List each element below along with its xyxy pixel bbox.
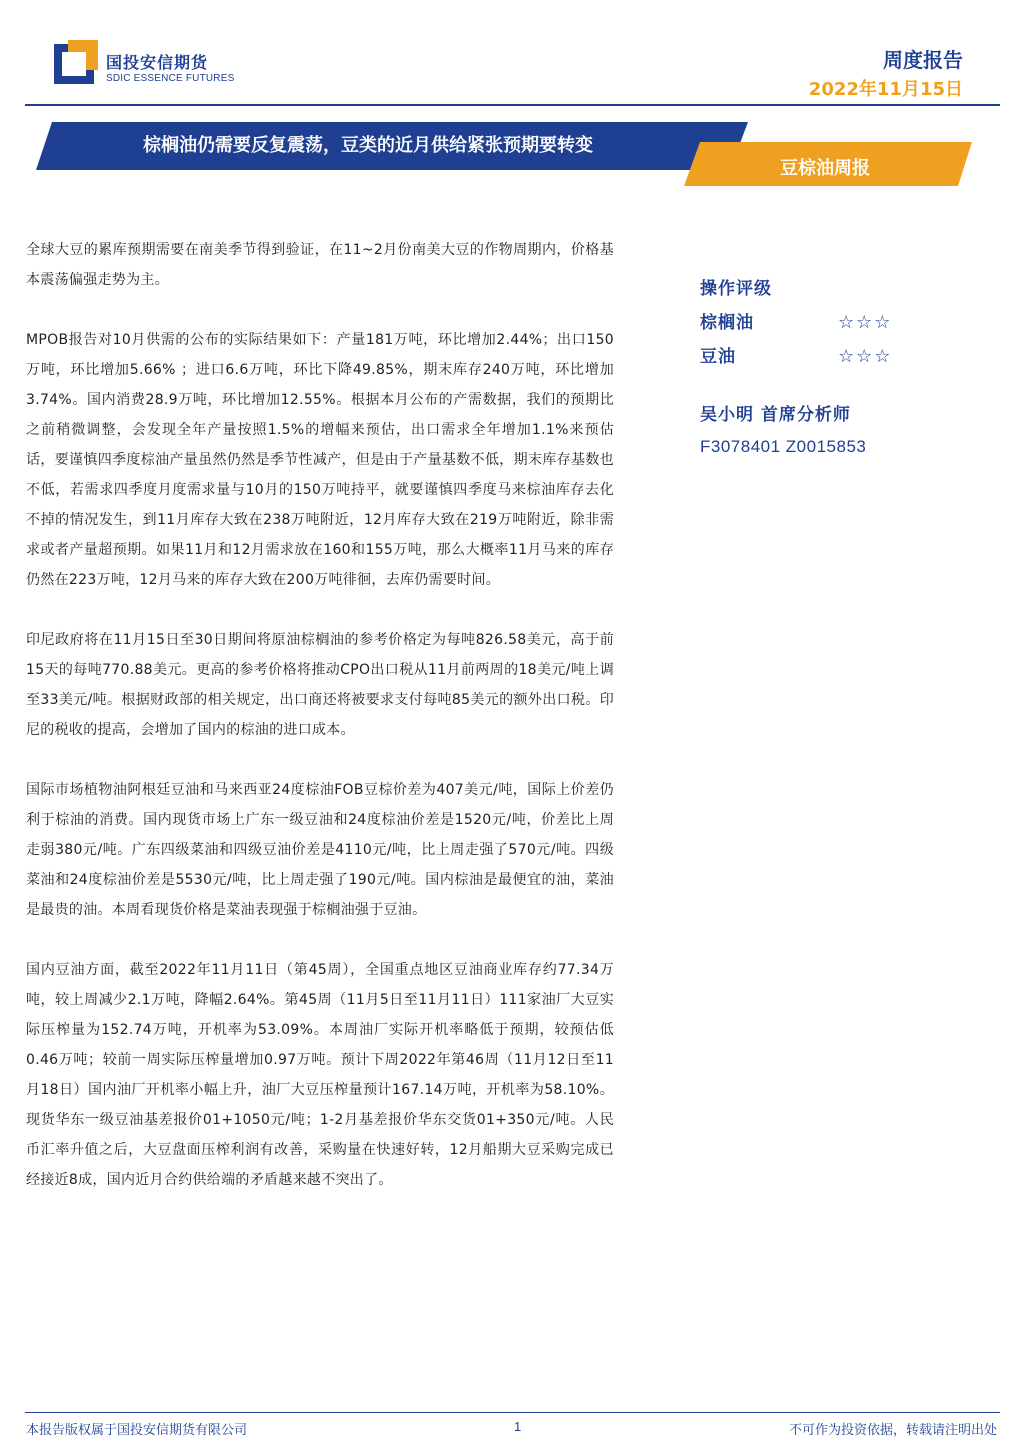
report-date: 2022年11月15日 [808,79,963,100]
company-name-en: SDIC ESSENCE FUTURES [106,73,235,84]
analyst-name: 吴小明 首席分析师 [700,405,851,425]
body-paragraph: 国内豆油方面，截至2022年11月11日（第45周），全国重点地区豆油商业库存约77.34万吨，较上周减少2.1万吨，降幅2.64%。第45周（11月5日至11月11日）111家油厂大豆实际压榨量为152.74万吨，开机率为53.09%。本周油厂实际开机率略低于预期，较预估低0.46万吨；较前一周实际压榨量增加0.97万吨。预计下周2022年第46周（11月12日至11月18日）国内油厂开机率小幅上升，油厂大豆压榨量预计167.14万吨，开机率为58.10%。现货华东一级豆油基差报价01+1050元/吨；1-2月基差报价华东交货01+350元/吨。人民币汇率升值之后，大豆盘面压榨利润有改善，采购量在快速好转，12月船期大豆采购完成已经接近8成，国内近月合约供给端的矛盾越来越不突出了。 [26,962,614,1188]
rating-row-soybean-oil [700,340,990,374]
body-paragraph: MPOB报告对10月供需的公布的实际结果如下：产量181万吨，环比增加2.44%；出口150万吨，环比增加5.66% ；进口6.6万吨，环比下降49.85%，期末库存240万吨，环比增加3.74%。国内消费28.9万吨，环比增加12.55%。根据本月公布的产需数据，我们的预期比之前稍微调整，会发现全年产量按照1.5%的增幅来预估，出口需求全年增加1.1%来预估话，要谨慎四季度棕油产量虽然仍然是季节性减产，但是由于产量基数不低，期末库存基数也不低，若需求四季度月度需求量与10月的150万吨持平，就要谨慎四季度马来棕油库存去化不掉的情况发生，到11月库存大致在238万吨附近，12月库存大致在219万吨附近，除非需求或者产量超预期。如果11月和12月需求放在160和155万吨，那么大概率11月马来的库存仍然在223万吨，12月马来的库存大致在200万吨徘徊，去库仍需要时间。 [26,332,614,588]
report-title: 棕榈油仍需要反复震荡，豆类的近月供给紧张预期要转变 [143,135,593,156]
company-name-cn: 国投安信期货 [106,53,209,72]
report-type: 周度报告 [883,48,963,72]
sidebar [700,272,990,462]
rating-stars-icon: ☆☆☆ [838,346,893,367]
header-divider [25,104,1000,106]
analyst-certificate: F3078401 Z0015853 [700,437,867,456]
body-paragraph: 国际市场植物油阿根廷豆油和马来西亚24度棕油FOB豆棕价差为407美元/吨，国际上价差仍利于棕油的消费。国内现货市场上广东一级豆油和24度棕油价差是1520元/吨，价差比上周走弱380元/吨。广东四级菜油和四级豆油价差是4110元/吨，比上周走强了570元/吨。四级菜油和24度棕油价差是5530元/吨，比上周走强了190元/吨。国内棕油是最便宜的油，菜油是最贵的油。本周看现货价格是菜油表现强于棕榈油强于豆油。 [26,782,614,918]
rating-name: 豆油 [700,347,736,367]
disclaimer-notice: 不可作为投资依据，转载请注明出处 [788,1423,997,1438]
rating-title: 操作评级 [700,279,772,299]
rating-name: 棕榈油 [700,313,754,333]
rating-stars-icon: ☆☆☆ [838,312,893,333]
body-paragraph: 全球大豆的累库预期需要在南美季节得到验证，在11~2月份南美大豆的作物周期内，价格基本震荡偏强走势为主。 [26,242,614,288]
rating-row-palm-oil [700,306,990,340]
footer-divider [25,1412,1000,1413]
report-body [26,235,614,1225]
copyright-notice: 本报告版权属于国投安信期货有限公司 [26,1423,248,1438]
page-number: 1 [514,1419,522,1434]
report-series-tag: 豆棕油周报 [780,158,870,179]
body-paragraph: 印尼政府将在11月15日至30日期间将原油棕榈油的参考价格定为每吨826.58美元，高于前15天的每吨770.88美元。更高的参考价格将推动CPO出口税从11月前两周的18美元/吨上调至33美元/吨。根据财政部的相关规定，出口商还将被要求支付每吨85美元的额外出口税。印尼的税收的提高，会增加了国内的棕油的进口成本。 [26,632,614,738]
company-logo [54,40,98,84]
